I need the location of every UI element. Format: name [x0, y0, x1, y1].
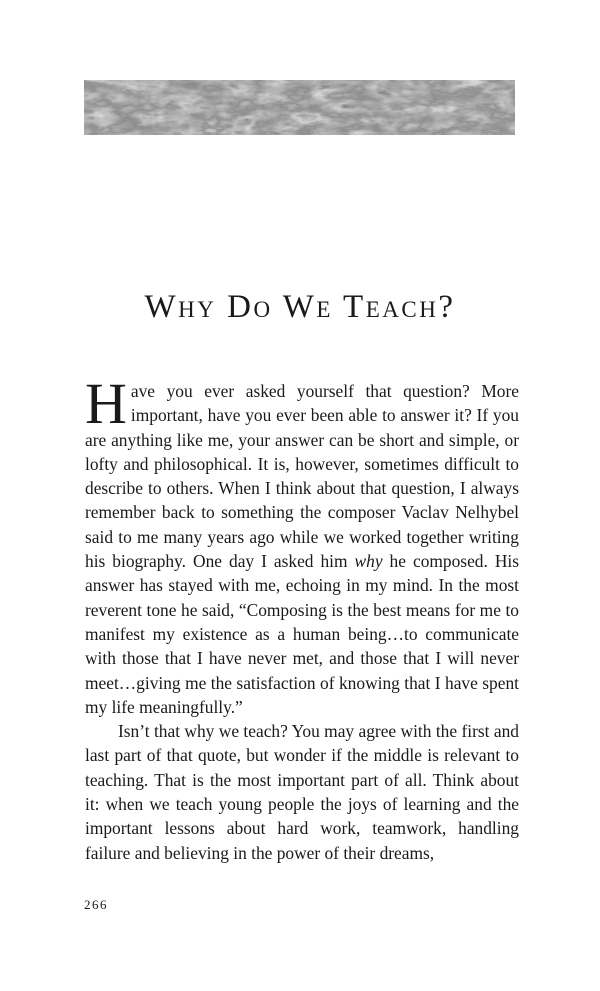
paragraph-1-text-b: he composed. His answer has stayed with me, echoing in my mind. In the most reverent tone he said, “Composing is the best means for me to manifest my existence as a human being…to communicate with those that I have never met, and those that I will never meet…giving me the satisfaction of knowing that I have spent my life meaningfully.”: [85, 551, 519, 717]
drop-cap: H: [85, 371, 127, 436]
marble-texture-image: [84, 80, 515, 135]
paragraph-1: [85, 371, 519, 719]
decorative-banner: [84, 80, 515, 135]
chapter-title: Why Do We Teach?: [144, 289, 456, 325]
paragraph-1-text-a: ave you ever asked yourself that question? More important, have you ever been able to answer it? If you are anything like me, your answer can be short and simple, or lofty and philosophical. It is, however, sometimes difficult to describe to others. When I think about that question, I always remember back to something the composer Vaclav Nelhybel said to me many years ago while we worked together writing his biography. One day I asked him: [85, 381, 519, 572]
paragraph-1-emphasis: why: [354, 551, 383, 572]
paragraph-2: Isn’t that why we teach? You may agree with the first and last part of that quote, but wonder if the middle is relevant to teaching. That is the most important part of all. Think about it: when we teach young people the joys of learning and the important lessons about hard work, teamwork, handling failure and believing in the power of their dreams,: [85, 721, 519, 863]
page-number: 266: [84, 897, 108, 912]
chapter-body: [85, 371, 519, 865]
